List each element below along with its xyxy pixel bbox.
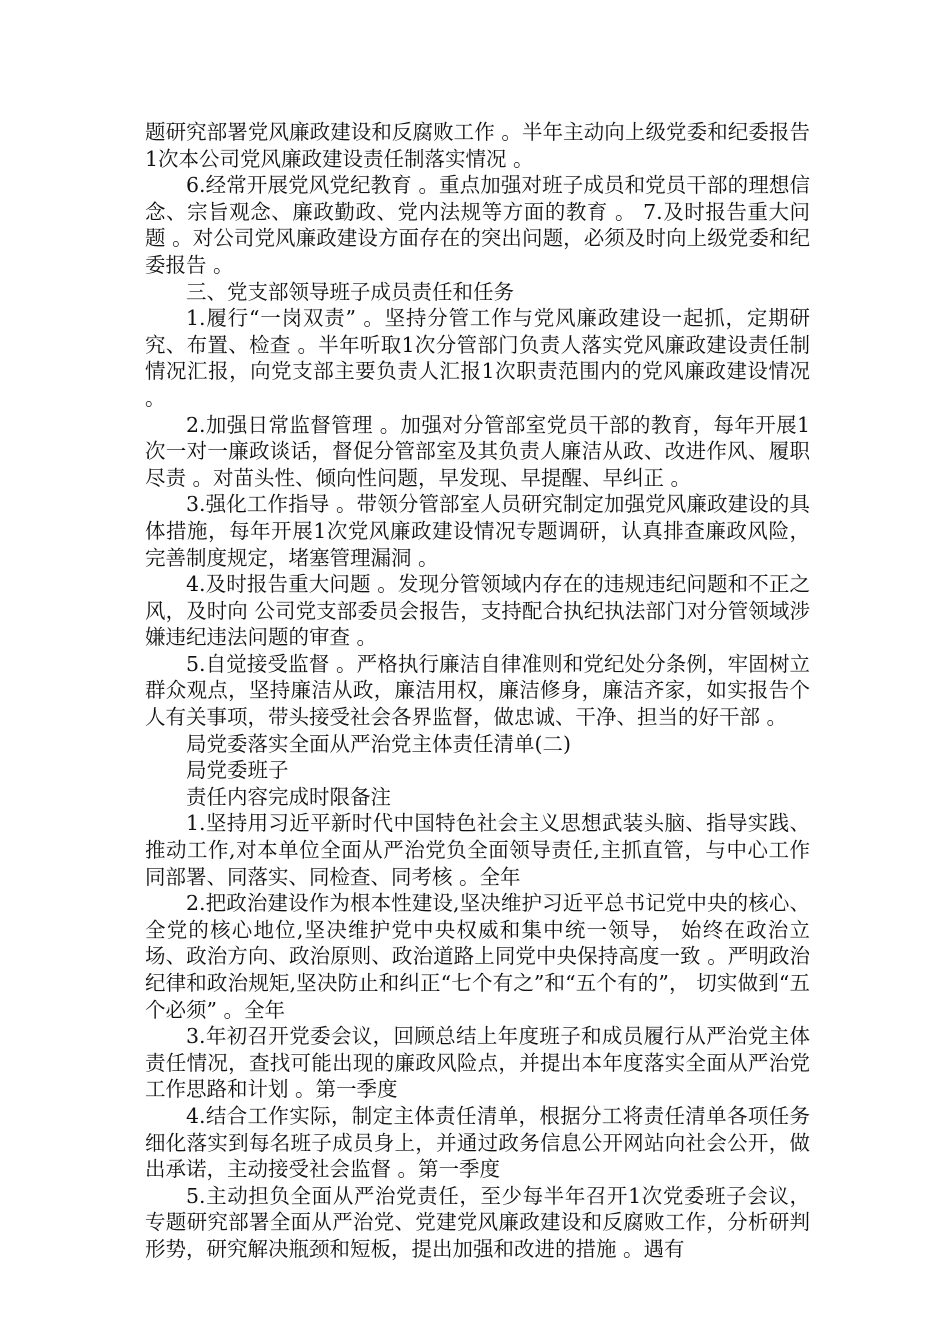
paragraph-item-6: 6.经常开展党风党纪教育 。重点加强对班子成员和党员干部的理想信念、宗旨观念、廉政勤政、党内法规等方面的教育 。 7.及时报告重大问题 。对公司党风廉政建设方面存在的突出问题，必须及时向上级党委和纪委报告 。 [145,173,810,277]
list-item-2: 2.把政治建设作为根本性建设,坚决维护习近平总书记党中央的核心、全党的核心地位,坚决维护党中央权威和集中统一领导， 始终在政治立场、政治方向、政治原则、政治道路上同党中央保持高度一致 。严明政治纪律和政治规矩,坚决防止和纠正“七个有之”和“五个有的”， 切实做到“五个必须” 。全年 [145,891,810,1022]
paragraph-duty-5: 5.自觉接受监督 。严格执行廉洁自律准则和党纪处分条例，牢固树立群众观点，坚持廉洁从政，廉洁用权，廉洁修身，廉洁齐家，如实报告个人有关事项，带头接受社会各界监督，做忠诚、干净、担当的好干部 。 [145,651,810,730]
paragraph-duty-2: 2.加强日常监督管理 。加强对分管部室党员干部的教育，每年开展1次一对一廉政谈话，督促分管部室及其负责人廉洁从政、改进作风、履职尽责 。对苗头性、倾向性问题，早发现、早提醒、早纠正 。 [145,412,810,490]
list-item-3: 3.年初召开党委会议，回顾总结上年度班子和成员履行从严治党主体责任情况，查找可能出现的廉政风险点，并提出本年度落实全面从严治党工作思路和计划 。第一季度 [145,1024,810,1102]
list-item-1: 1.坚持用习近平新时代中国特色社会主义思想武装头脑、指导实践、推动工作,对本单位全面从严治党负全面领导责任,主抓直管，与中心工作同部署、同落实、同检查、同考核 。全年 [145,811,810,889]
paragraph-duty-4: 4.及时报告重大问题 。发现分管领域内存在的违规违纪问题和不正之风，及时向 公司党支部委员会报告，支持配合执纪执法部门对分管领域涉嫌违纪违法问题的审查 。 [145,572,810,650]
list-title: 局党委落实全面从严治党主体责任清单(二) [186,731,571,756]
document-page [145,119,810,1263]
paragraph-duty-3: 3.强化工作指导 。带领分管部室人员研究制定加强党风廉政建设的具体措施，每年开展1次党风廉政建设情况专题调研，认真排查廉政风险，完善制度规定，堵塞管理漏洞 。 [145,492,810,570]
list-item-5: 5.主动担负全面从严治党责任，至少每半年召开1次党委班子会议，专题研究部署全面从严治党、党建党风廉政建设和反腐败工作，分析研判形势，研究解决瓶颈和短板，提出加强和改进的措施 。遇有 [145,1183,810,1261]
paragraph-continuation: 题研究部署党风廉政建设和反腐败工作 。半年主动向上级党委和纪委报告1次本公司党风廉政建设责任制落实情况 。 [145,120,810,171]
list-item-4: 4.结合工作实际，制定主体责任清单，根据分工将责任清单各项任务细化落实到每名班子成员身上，并通过政务信息公开网站向社会公开，做出承诺，主动接受社会监督 。第一季度 [145,1103,810,1182]
list-column-headers: 责任内容完成时限备注 [186,784,391,809]
paragraph-duty-1: 1.履行“一岗双责” 。坚持分管工作与党风廉政建设一起抓，定期研究、布置、检查 。半年听取1次分管部门负责人落实党风廉政建设责任制情况汇报，向党支部主要负责人汇报1次职责范围内的党风廉政建设情况 。 [145,306,810,410]
section-heading-3: 三、党支部领导班子成员责任和任务 [186,279,514,304]
list-subject: 局党委班子 [186,758,289,783]
